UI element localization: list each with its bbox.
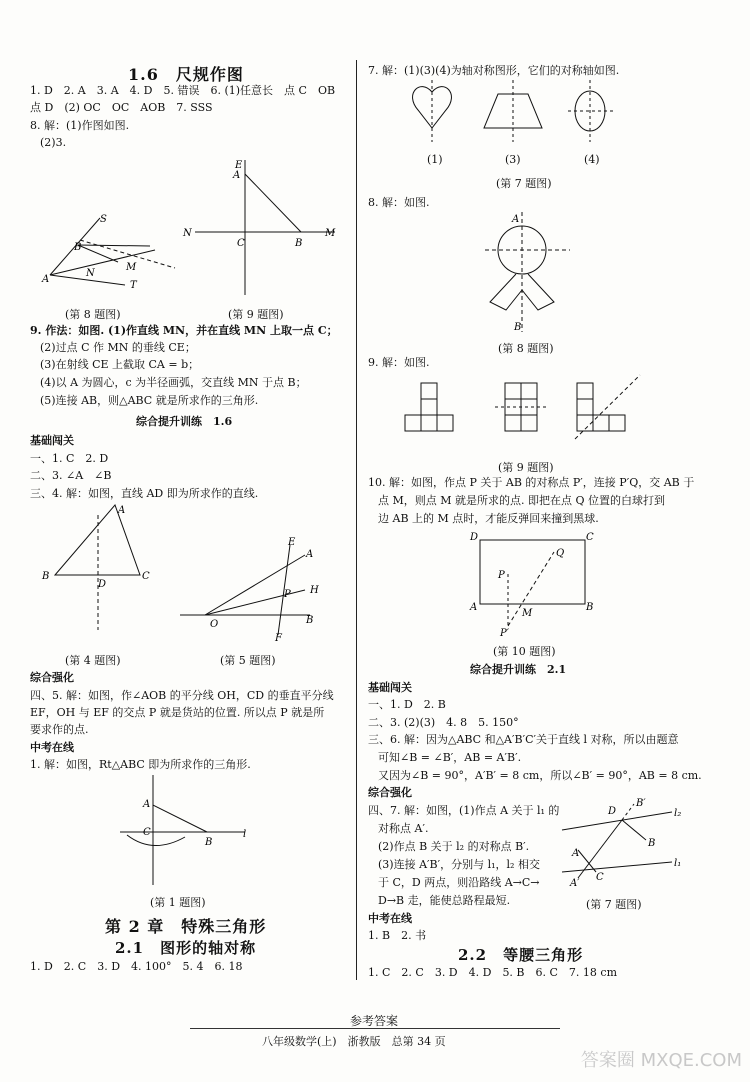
- svg-text:E: E: [288, 537, 296, 548]
- svg-text:C: C: [586, 532, 594, 543]
- section-title-1-6: 1.6 尺规作图: [128, 65, 244, 84]
- svg-text:H: H: [310, 585, 319, 596]
- svg-text:O: O: [210, 619, 219, 630]
- section-label: 中考在线: [368, 912, 412, 925]
- svg-text:B: B: [42, 571, 50, 582]
- figure-caption: (第 1 题图): [150, 896, 206, 909]
- answer-line: 对称点 A′.: [378, 822, 429, 835]
- svg-text:M: M: [126, 262, 137, 273]
- section-label: 综合强化: [30, 671, 74, 684]
- svg-text:l: l: [243, 829, 247, 840]
- svg-text:B: B: [514, 322, 522, 333]
- figure-caption: (第 4 题图): [65, 654, 121, 667]
- answer-line: 于 C，D 两点，则沿路线 A→C→: [378, 876, 540, 889]
- answer-line: (5)连接 AB，则△ABC 就是所求作的三角形.: [40, 394, 259, 407]
- svg-text:B′: B′: [636, 798, 646, 809]
- figure-1: [115, 775, 255, 890]
- answer-line: 三、4. 解：如图，直线 AD 即为所求作的直线.: [30, 487, 259, 500]
- figure-8-left: [30, 210, 180, 290]
- figure-7: [410, 80, 630, 160]
- answer-line: 8. 解：(1)作图如图.: [30, 119, 130, 132]
- svg-text:M: M: [522, 608, 533, 619]
- answer-line: 点 D (2) OC OC AOB 7. SSS: [30, 101, 213, 114]
- answer-line: 9. 解：如图.: [368, 356, 430, 369]
- footer-title: 参考答案: [350, 1014, 399, 1028]
- answer-line: (2)3.: [40, 136, 67, 149]
- section-label: 基础闯关: [30, 434, 74, 447]
- answer-line: 一、1. D 2. B: [368, 698, 446, 711]
- figure-caption: (第 8 题图): [498, 342, 554, 355]
- answer-line: 1. D 2. A 3. A 4. D 5. 错误 6. (1)任意长 点 C OB: [30, 84, 336, 97]
- svg-text:A′: A′: [570, 878, 580, 889]
- svg-text:N: N: [86, 268, 95, 279]
- svg-text:B: B: [295, 238, 303, 249]
- svg-text:C: C: [596, 872, 604, 883]
- figure-caption: (第 8 题图): [65, 308, 121, 321]
- answer-line: D→B 走，能使总路程最短.: [378, 894, 511, 907]
- svg-text:A: A: [42, 274, 50, 285]
- svg-text:F: F: [275, 633, 282, 644]
- answer-line: 9. 作法：如图. (1)作直线 MN，并在直线 MN 上取一点 C；: [30, 324, 338, 337]
- answer-line: 要求作的点.: [30, 723, 89, 736]
- answer-line: EF，OH 与 EF 的交点 P 就是货站的位置. 所以点 P 就是所: [30, 706, 325, 719]
- answer-line: 二、3. (2)(3) 4. 8 5. 150°: [368, 716, 519, 729]
- figure-caption: (第 10 题图): [493, 645, 556, 658]
- svg-text:E: E: [235, 160, 243, 171]
- answer-line: 可知∠B = ∠B′，AB = A′B′.: [378, 751, 522, 764]
- figure-5: [180, 535, 320, 645]
- answer-line: 7. 解：(1)(3)(4)为轴对称图形，它们的对称轴如图.: [368, 64, 620, 77]
- svg-text:P′: P′: [500, 628, 509, 639]
- figure-4: [40, 505, 170, 640]
- figure-9-right: [405, 375, 665, 445]
- svg-text:D: D: [608, 806, 617, 817]
- answer-line: 1. D 2. C 3. D 4. 100° 5. 4 6. 18: [30, 960, 243, 973]
- answer-line: 1. C 2. C 3. D 4. D 5. B 6. C 7. 18 cm: [368, 966, 617, 979]
- svg-text:B: B: [306, 615, 314, 626]
- column-divider: [356, 60, 357, 980]
- svg-text:B: B: [648, 838, 656, 849]
- svg-text:D: D: [470, 532, 479, 543]
- section-label: 综合强化: [368, 786, 412, 799]
- svg-text:A: A: [470, 602, 478, 613]
- svg-text:A: A: [306, 549, 314, 560]
- answer-line: 边 AB 上的 M 点时，才能反弹回来撞到黑球.: [378, 512, 599, 525]
- svg-text:S: S: [100, 214, 107, 225]
- subsection-title: 综合提升训练 1.6: [136, 415, 233, 428]
- svg-text:A: A: [233, 170, 241, 181]
- answer-line: 四、5. 解：如图，作∠AOB 的平分线 OH，CD 的垂直平分线: [30, 689, 334, 702]
- answer-line: 一、1. C 2. D: [30, 452, 109, 465]
- svg-text:Q: Q: [556, 548, 565, 559]
- answer-line: 1. B 2. 书: [368, 929, 427, 942]
- subsection-title: 综合提升训练 2.1: [470, 663, 567, 676]
- answer-line: 二、3. ∠A ∠B: [30, 469, 112, 482]
- figure-caption: (第 9 题图): [228, 308, 284, 321]
- figure-caption: (第 7 题图): [496, 177, 552, 190]
- svg-text:B: B: [74, 242, 82, 253]
- footer-rule: [190, 1028, 560, 1029]
- section-label: 中考在线: [30, 741, 74, 754]
- chapter-title: 第 2 章 特殊三角形: [105, 917, 267, 936]
- svg-text:A: A: [143, 799, 151, 810]
- answer-line: 又因为∠B = 90°，A′B′ = 8 cm，所以∠B′ = 90°，AB = 8 cm.: [378, 769, 702, 782]
- answer-line: 三、6. 解：因为△ABC 和△A′B′C′关于直线 l 对称，所以由题意: [368, 733, 679, 746]
- figure-caption: (第 5 题图): [220, 654, 276, 667]
- svg-text:D: D: [98, 579, 107, 590]
- svg-text:N: N: [183, 228, 192, 239]
- svg-text:C: C: [143, 827, 151, 838]
- svg-text:T: T: [130, 280, 137, 291]
- figure-8-right: [470, 212, 590, 337]
- figure-label: (3): [505, 153, 521, 166]
- answer-line: 点 M，则点 M 就是所求的点. 即把在点 Q 位置的白球打到: [378, 494, 666, 507]
- figure-caption: (第 9 题图): [498, 461, 554, 474]
- svg-text:C: C: [142, 571, 150, 582]
- answer-line: (4)以 A 为圆心，c 为半径画弧，交直线 MN 于点 B；: [40, 376, 307, 389]
- answer-line: (2)过点 C 作 MN 的垂线 CE；: [40, 341, 196, 354]
- svg-text:B: B: [205, 837, 213, 848]
- svg-text:A: A: [512, 214, 520, 225]
- svg-text:A: A: [572, 848, 580, 859]
- answer-line: 1. 解：如图，Rt△ABC 即为所求作的三角形.: [30, 758, 251, 771]
- answer-line: (2)作点 B 关于 l₂ 的对称点 B′.: [378, 840, 530, 853]
- svg-text:l₁: l₁: [674, 858, 682, 869]
- svg-text:P: P: [498, 570, 505, 581]
- svg-text:A: A: [118, 505, 126, 516]
- figure-label: (1): [427, 153, 443, 166]
- footer-page: 八年级数学(上) 浙教版 总第 34 页: [262, 1035, 446, 1048]
- figure-label: (4): [584, 153, 600, 166]
- section-title-2-1: 2.1 图形的轴对称: [115, 939, 257, 957]
- section-label: 基础闯关: [368, 681, 412, 694]
- figure-10: [470, 530, 600, 640]
- answer-line: (3)在射线 CE 上截取 CA = b；: [40, 358, 200, 371]
- svg-text:B: B: [586, 602, 594, 613]
- figure-caption: (第 7 题图): [586, 898, 642, 911]
- answer-line: (3)连接 A′B′，分别与 l₁，l₂ 相交: [378, 858, 540, 871]
- svg-text:P: P: [284, 589, 291, 600]
- svg-text:l₂: l₂: [674, 808, 682, 819]
- answer-line: 10. 解：如图，作点 P 关于 AB 的对称点 P′，连接 P′Q，交 AB 于: [368, 476, 695, 489]
- answer-line: 四、7. 解：如图，(1)作点 A 关于 l₁ 的: [368, 804, 560, 817]
- answer-line: 8. 解：如图.: [368, 196, 430, 209]
- svg-text:C: C: [237, 238, 245, 249]
- svg-text:M: M: [325, 228, 336, 239]
- figure-9-left: [185, 160, 345, 300]
- watermark: 答案圈 MXQE.COM: [580, 1050, 742, 1071]
- section-title-2-2: 2.2 等腰三角形: [458, 946, 584, 964]
- figure-7-right: [562, 800, 682, 890]
